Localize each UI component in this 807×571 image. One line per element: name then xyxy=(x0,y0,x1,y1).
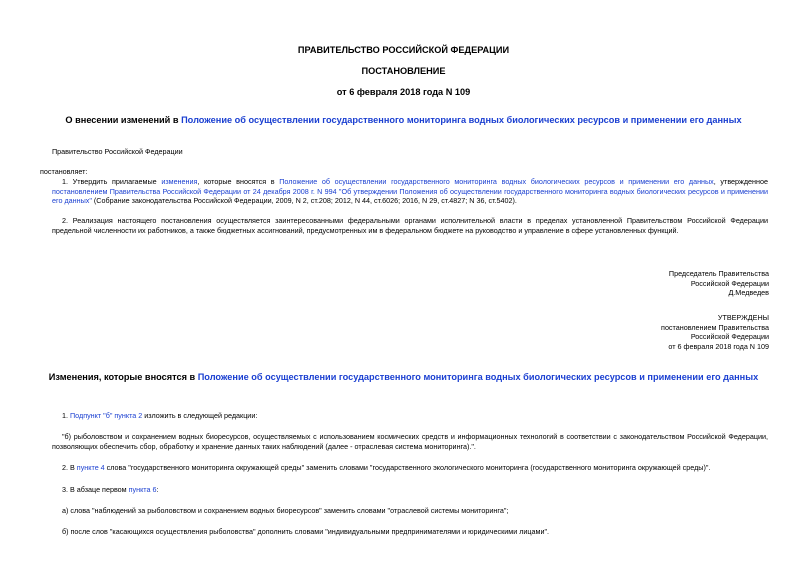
change-item-3b: б) после слов "касающихся осуществления рыболовства" дополнить словами "индивидуальными предпринимателями и юридическими лицами". xyxy=(62,527,550,536)
title-regulation-link[interactable]: Положение об осуществлении государственного мониторинга водных биологических ресурсов и применении его данных xyxy=(181,115,742,125)
approved-date: от 6 февраля 2018 года N 109 xyxy=(668,341,769,351)
point-4-link[interactable]: пункте 4 xyxy=(76,463,105,472)
changes-title-prefix: Изменения, которые вносятся в xyxy=(48,372,198,382)
change-item-1-quote: "б) рыболовством и сохранением водных биоресурсов, осуществляемых с использованием космических средств и информационных технологий в соответствии с законодательством Российской Федерации, позволяющих обеспечить сбор, обработку и хранение данных таких наблюдений (далее - отраслевая система мониторинга).". xyxy=(52,432,768,451)
p1-text-a: 1. Утвердить прилагаемые xyxy=(62,177,162,186)
approved-label: УТВЕРЖДЕНЫ xyxy=(717,313,769,322)
change-item-2 xyxy=(52,463,768,473)
signature-name: Д.Медведев xyxy=(728,288,769,298)
approved-country: Российской Федерации xyxy=(690,332,769,342)
signature-country: Российской Федерации xyxy=(690,278,769,288)
resolution-994-link[interactable]: постановлением Правительства Российской Федерации от 24 декабря 2008 г. N 994 "Об утверждении Положения об осуществлении государственного мониторинга водных биологических ресурсов и применении его данных" xyxy=(52,186,768,206)
document-type: ПОСТАНОВЛЕНИЕ xyxy=(361,66,446,76)
subpoint-b-point-2-link[interactable]: Подпункт "б" пункта 2 xyxy=(70,411,143,420)
intro-text: Правительство Российской Федерации xyxy=(52,147,183,156)
paragraph-2: 2. Реализация настоящего постановления осуществляется заинтересованными федеральными органами исполнительной власти в пределах установленной Правительством Российской Федерации предельной численности их работников, а также бюджетных ассигнований, предусмотренных им в федеральном бюджете на руководство и управление в сфере установленных функций. xyxy=(52,216,768,235)
p1-text-c: , утвержденное xyxy=(713,177,768,186)
approval-block xyxy=(661,313,769,351)
item1-text-a: 1. xyxy=(62,411,70,420)
government-heading: ПРАВИТЕЛЬСТВО РОССИЙСКОЙ ФЕДЕРАЦИИ xyxy=(297,45,510,55)
p1-text-b: , которые вносятся в xyxy=(197,177,280,186)
decree-word: постановляет: xyxy=(40,167,88,176)
change-item-1 xyxy=(52,411,768,421)
point-6-link[interactable]: пункта 6 xyxy=(128,485,157,494)
changes-title xyxy=(0,373,807,383)
item3-text-b: : xyxy=(156,485,159,494)
item2-text-a: 2. В xyxy=(62,463,77,472)
approved-by: постановлением Правительства xyxy=(661,322,769,332)
signature-block xyxy=(669,269,769,298)
item1-text-b: изложить в следующей редакции: xyxy=(142,411,258,420)
paragraph-1 xyxy=(52,177,768,206)
document-title xyxy=(0,116,807,126)
item3-text-a: 3. В абзаце первом xyxy=(62,485,129,494)
change-item-3a: а) слова "наблюдений за рыболовством и сохранением водных биоресурсов" заменить словами "отраслевой системы мониторинга"; xyxy=(62,506,509,515)
document-date-number: от 6 февраля 2018 года N 109 xyxy=(336,87,471,97)
regulation-link[interactable]: Положение об осуществлении государственного мониторинга водных биологических ресурсов и применении его данных xyxy=(279,177,714,186)
signature-position: Председатель Правительства xyxy=(668,269,769,278)
changes-link[interactable]: изменения xyxy=(161,177,198,186)
p1-text-d: (Собрание законодательства Российской Федерации, 2009, N 2, ст.208; 2012, N 44, ст.6026; 2016, N 29, ст.4827; N 36, ст.5402). xyxy=(91,196,517,206)
change-item-3 xyxy=(52,485,768,495)
title-prefix: О внесении изменений в xyxy=(65,115,182,125)
changes-title-regulation-link[interactable]: Положение об осуществлении государственного мониторинга водных биологических ресурсов и применении его данных xyxy=(197,372,759,382)
item2-text-b: слова "государственного мониторинга окружающей среды" заменить словами "государственного экологического мониторинга (государственного мониторинга окружающей среды)". xyxy=(104,463,711,472)
